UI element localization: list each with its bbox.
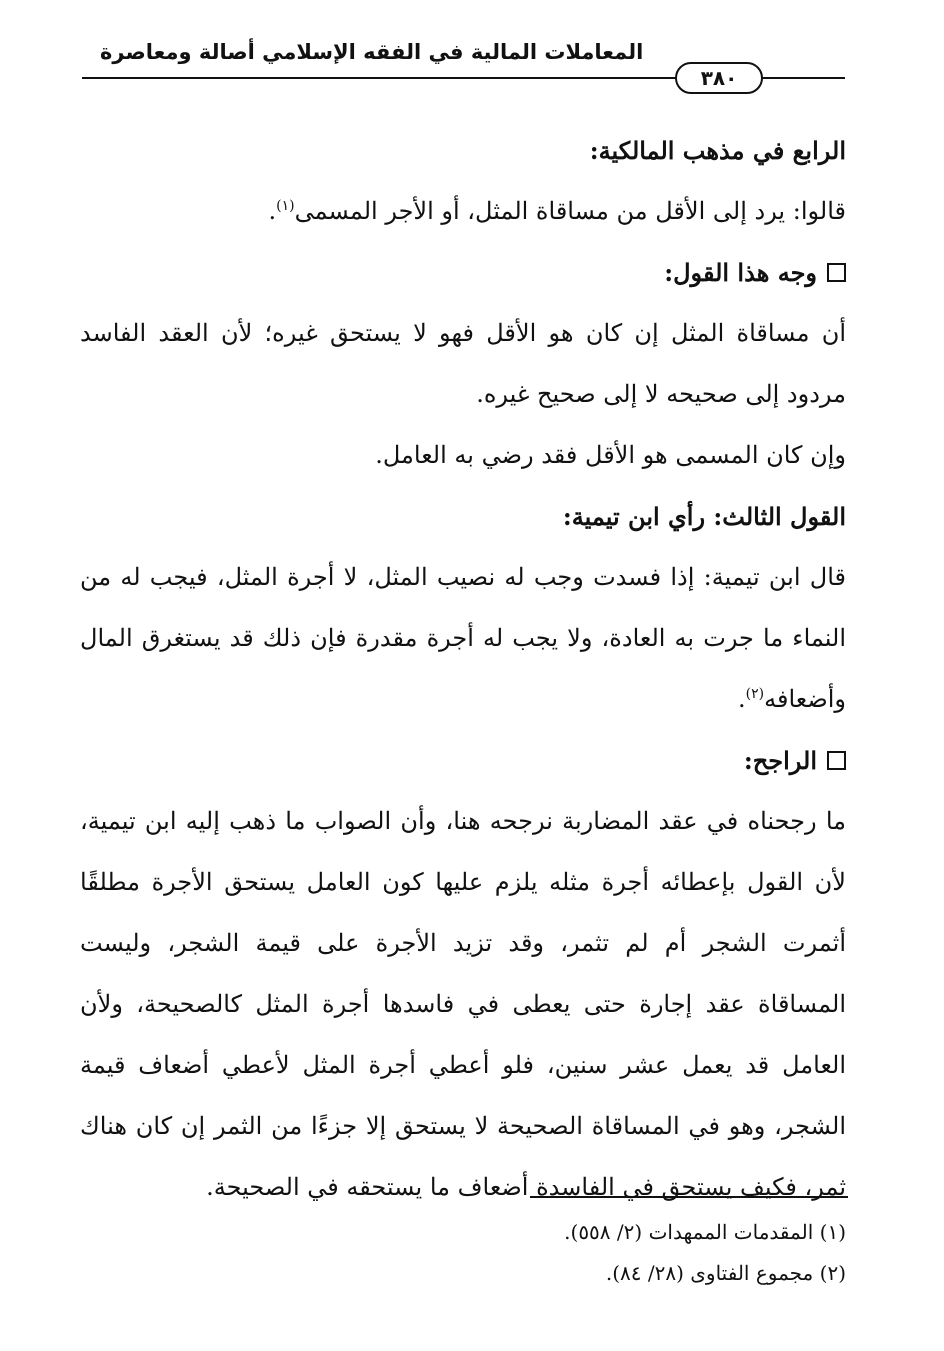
subheading-preferred bbox=[80, 730, 846, 791]
footnote-ref-1: (١) bbox=[276, 198, 295, 214]
paragraph-preferred-view: ما رجحناه في عقد المضاربة نرجحه هنا، وأن الصواب ما ذهب إليه ابن تيمية، لأن القول بإعطائه أجرة مثله يلزم عليها كون العامل يستحق الأجرة مطلقًا أثمرت الشجر أم لم تثمر، وقد تزيد الأجرة على قيمة الشجر، وليست المساقاة عقد إجارة حتى يعطى في فاسدها أجرة المثل كالصحيحة، ولأن العامل قد يعمل عشر سنين، فلو أعطي أجرة المثل لأعطي أضعاف قيمة الشجر، وهو في المساقاة الصحيحة لا يستحق إلا جزءًا من الثمر إن كان هناك ثمر، فكيف يستحق في الفاسدة أضعاف ما يستحقه في الصحيحة. bbox=[80, 807, 847, 1201]
footnotes bbox=[80, 1212, 846, 1294]
paragraph-musamma: وإن كان المسمى هو الأقل فقد رضي به العامل. bbox=[375, 441, 846, 469]
footnote-ref-2: (٢) bbox=[745, 686, 765, 702]
paragraph-ibn-taymiyyah bbox=[80, 547, 846, 730]
paragraph-text: قال ابن تيمية: إذا فسدت وجب له نصيب المثل، لا أجرة المثل، فيجب له من النماء ما جرت به العادة، ولا يجب له أجرة مقدرة فإن ذلك قد يستغرق المال وأضعافه bbox=[80, 563, 847, 713]
section-heading-maliki: الرابع في مذهب المالكية: bbox=[589, 136, 846, 165]
running-title: المعاملات المالية في الفقه الإسلامي أصالة ومعاصرة bbox=[100, 40, 644, 64]
paragraph-reasoning: أن مساقاة المثل إن كان هو الأقل فهو لا يستحق غيره؛ لأن العقد الفاسد مردود إلى صحيحه لا إلى صحيح غيره. bbox=[80, 319, 846, 408]
subheading-text: وجه هذا القول: bbox=[664, 258, 817, 287]
main-text bbox=[80, 120, 846, 1218]
footnote-rule bbox=[530, 1196, 848, 1198]
square-bullet-icon bbox=[827, 263, 846, 282]
subheading-reasoning bbox=[80, 242, 846, 303]
footnote-1: (١) المقدمات الممهدات (٢/ ٥٥٨). bbox=[564, 1220, 846, 1244]
paragraph-end: . bbox=[738, 685, 746, 713]
paragraph-end: . bbox=[268, 197, 277, 225]
square-bullet-icon bbox=[827, 751, 846, 770]
footnote-2: (٢) مجموع الفتاوى (٢٨/ ٨٤). bbox=[605, 1261, 846, 1285]
page-number: ٣٨٠ bbox=[675, 62, 763, 94]
paragraph-maliki-view bbox=[80, 181, 846, 242]
subheading-text: الراجح: bbox=[743, 746, 817, 775]
section-heading-ibn-taymiyyah: القول الثالث: رأي ابن تيمية: bbox=[562, 502, 846, 531]
paragraph-text: قالوا: يرد إلى الأقل من مساقاة المثل، أو الأجر المسمى bbox=[294, 197, 846, 225]
